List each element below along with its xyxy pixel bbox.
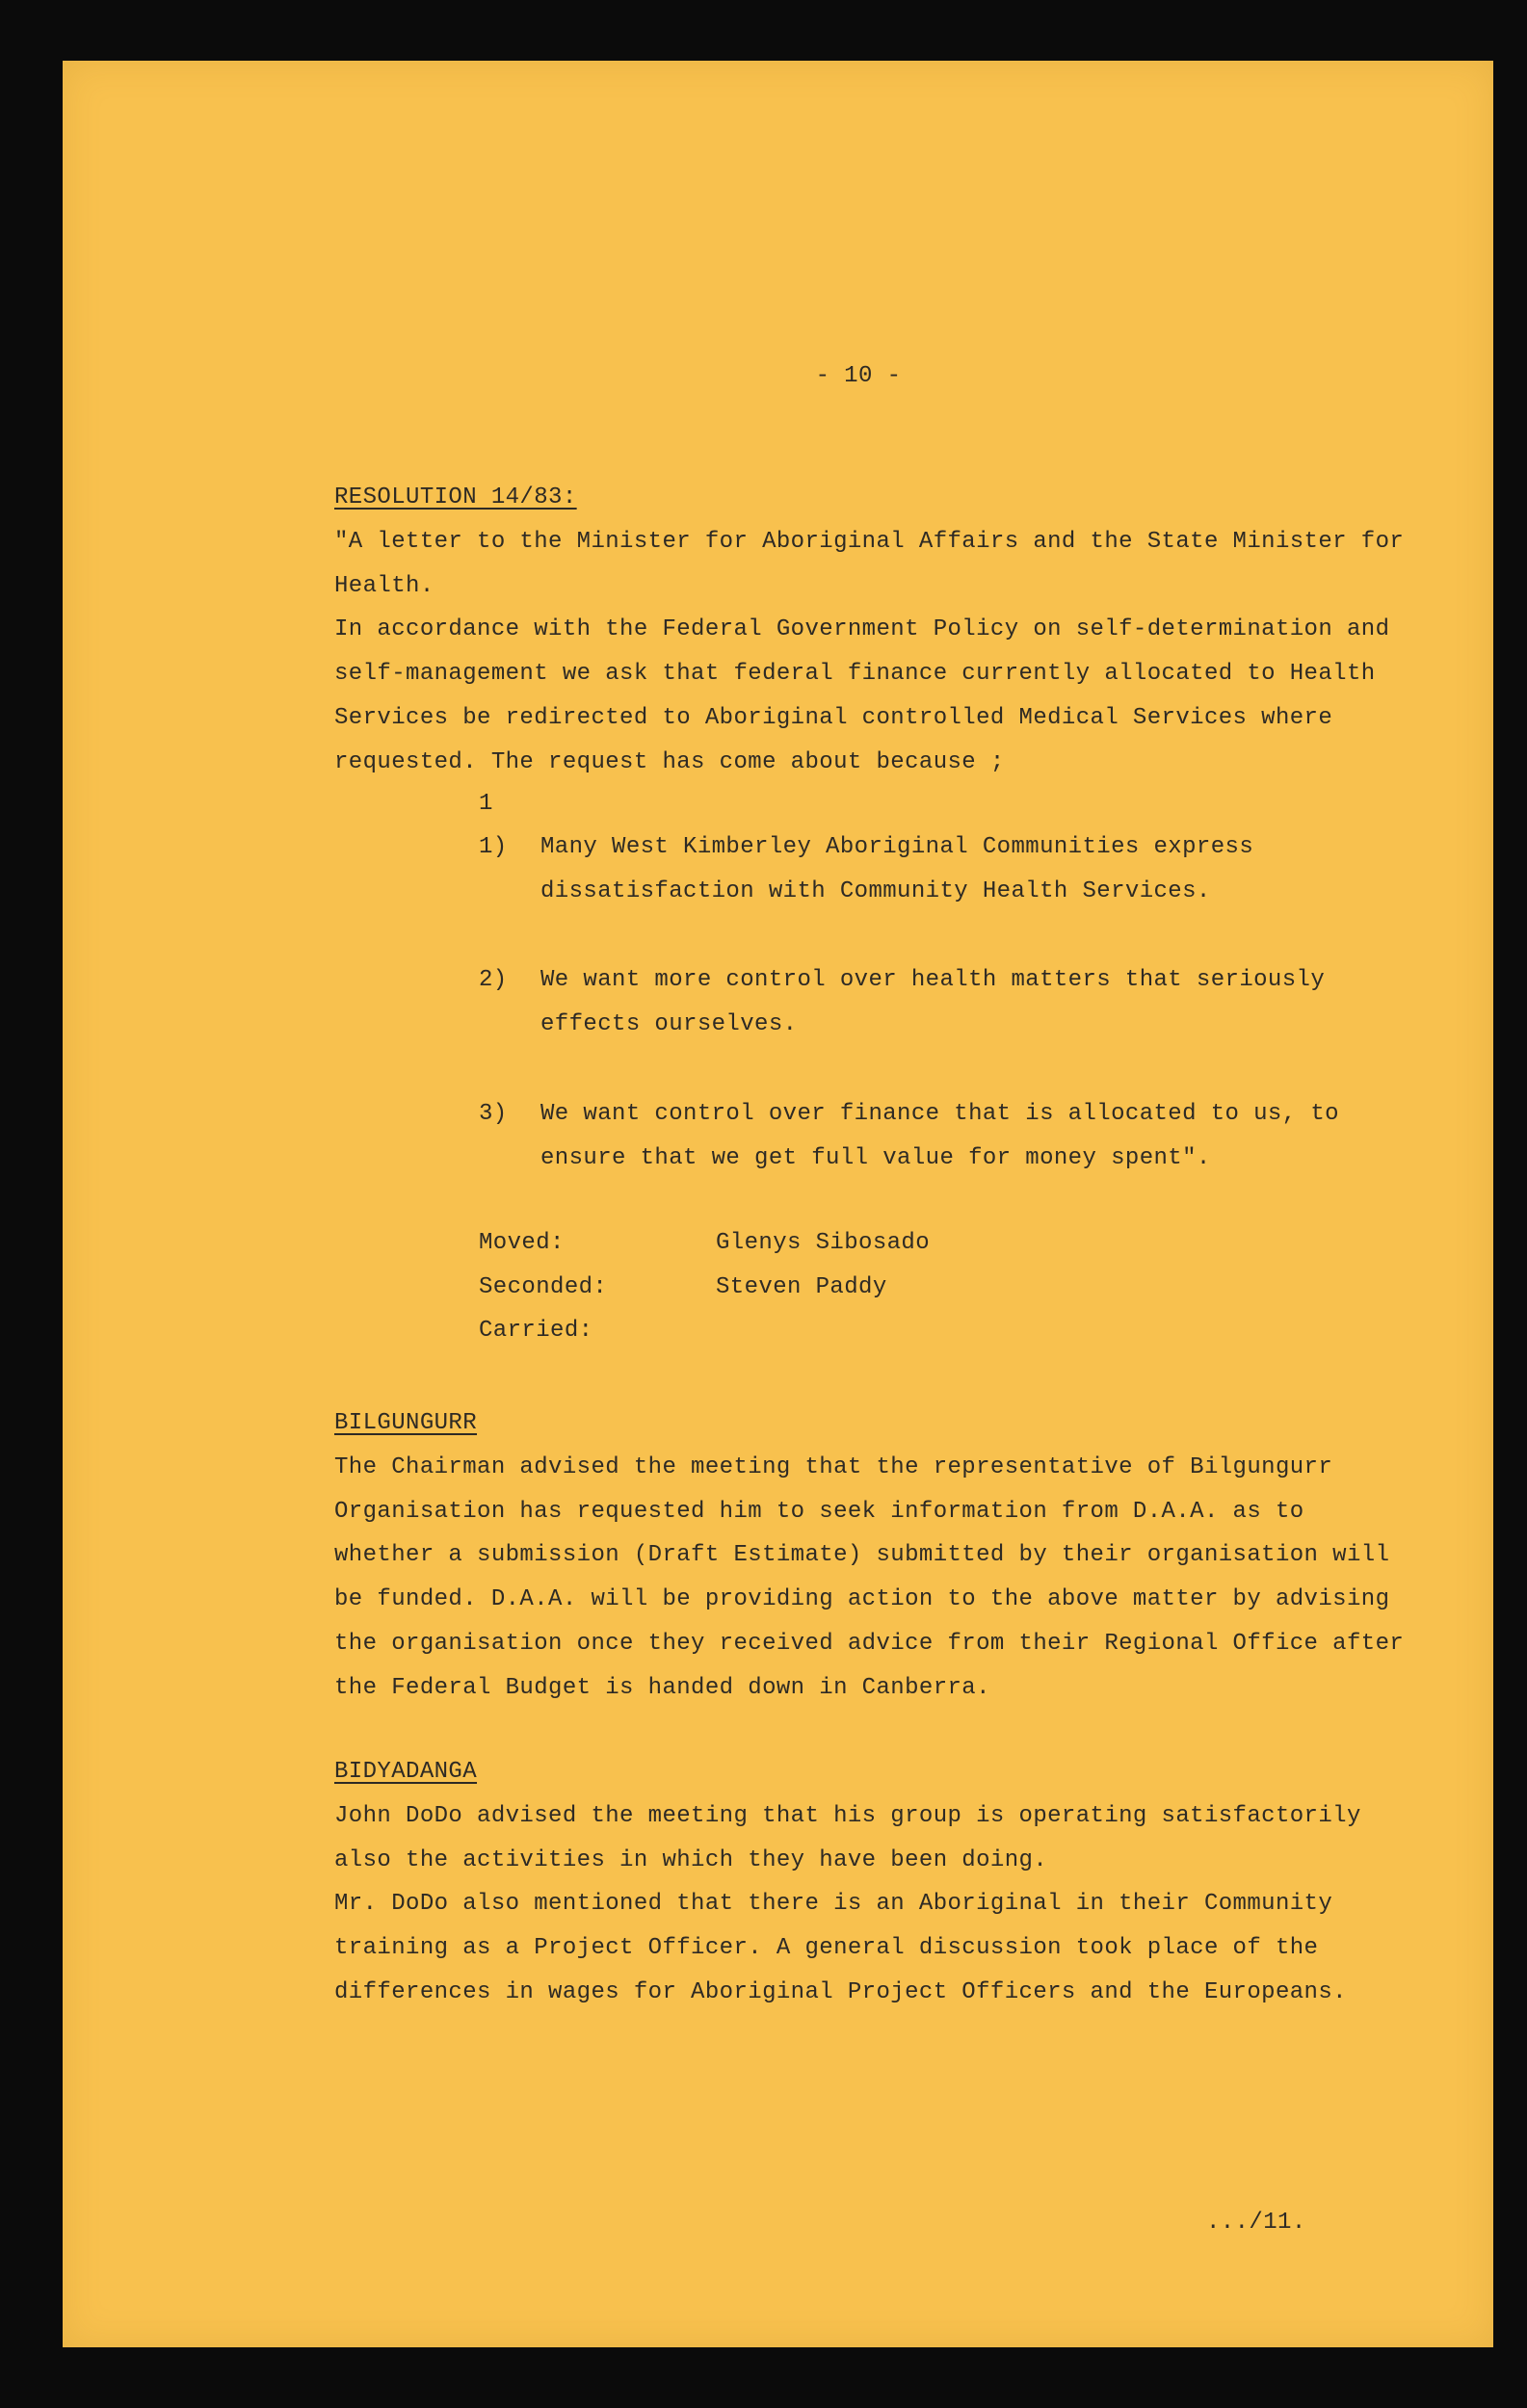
continuation-marker: .../11. <box>1206 2210 1306 2236</box>
resolution-section <box>334 476 1413 784</box>
moved-row <box>479 1221 1153 1266</box>
document-page <box>63 61 1493 2347</box>
bilgungurr-heading: BILGUNGURR <box>334 1410 478 1436</box>
resolution-intro-paragraph: "A letter to the Minister for Aboriginal Affairs and the State Minister for Health. <box>334 529 1405 599</box>
bidyadanga-heading: BIDYADANGA <box>334 1759 478 1785</box>
carried-label: Carried: <box>479 1318 593 1345</box>
list-item-number: 3) <box>479 1100 508 1127</box>
moved-value: Glenys Sibosado <box>716 1230 931 1256</box>
moved-label: Moved: <box>479 1230 565 1256</box>
resolution-heading: RESOLUTION 14/83: <box>334 484 577 510</box>
bidyadanga-section <box>334 1750 1413 2015</box>
motion-vote-block <box>479 1221 1153 1353</box>
bilgungurr-paragraph: The Chairman advised the meeting that the representative of Bilgungurr Organisation has requested him to seek information from D.A.A. as to whether a submission (Draft Estimate) submitted by their organisation will be funded. D.A.A. will be providing action to the above matter by advising the organisation once they received advice from their Regional Office after the Federal Budget is handed down in Canberra. <box>334 1454 1405 1701</box>
carried-row <box>479 1309 1153 1353</box>
bidyadanga-paragraph-1: John DoDo advised the meeting that his group is operating satisfactorily also the activities in which they have been doing. <box>334 1803 1361 1873</box>
seconded-value: Steven Paddy <box>716 1273 887 1300</box>
resolution-list-item <box>479 825 1423 913</box>
bidyadanga-paragraph-2: Mr. DoDo also mentioned that there is an Aboriginal in their Community training as a Project Officer. A general discussion took place of the differences in wages for Aboriginal Project Officers and the Europeans. <box>334 1891 1347 2005</box>
resolution-list-marker: 1 <box>479 791 493 817</box>
resolution-list-item <box>479 1092 1423 1180</box>
seconded-label: Seconded: <box>479 1273 608 1300</box>
list-item-number: 2) <box>479 967 508 994</box>
resolution-body-paragraph: In accordance with the Federal Government Policy on self-determination and self-management we ask that federal finance currently allocated to Health Services be redirected to Aboriginal controlled Medical Services where requested. The request has come about because ; <box>334 616 1390 775</box>
list-item-text: We want more control over health matters that seriously effects ourselves. <box>540 967 1326 1038</box>
resolution-list <box>479 783 1423 1225</box>
resolution-list-item <box>479 958 1423 1046</box>
list-item-text: We want control over finance that is allocated to us, to ensure that we get full value for money spent". <box>540 1100 1339 1171</box>
list-item-text: Many West Kimberley Aboriginal Communities express dissatisfaction with Community Health Services. <box>540 834 1254 904</box>
bilgungurr-section <box>334 1401 1413 1710</box>
list-item-number: 1) <box>479 834 508 860</box>
seconded-row <box>479 1266 1153 1310</box>
page-number: - 10 - <box>815 363 902 389</box>
